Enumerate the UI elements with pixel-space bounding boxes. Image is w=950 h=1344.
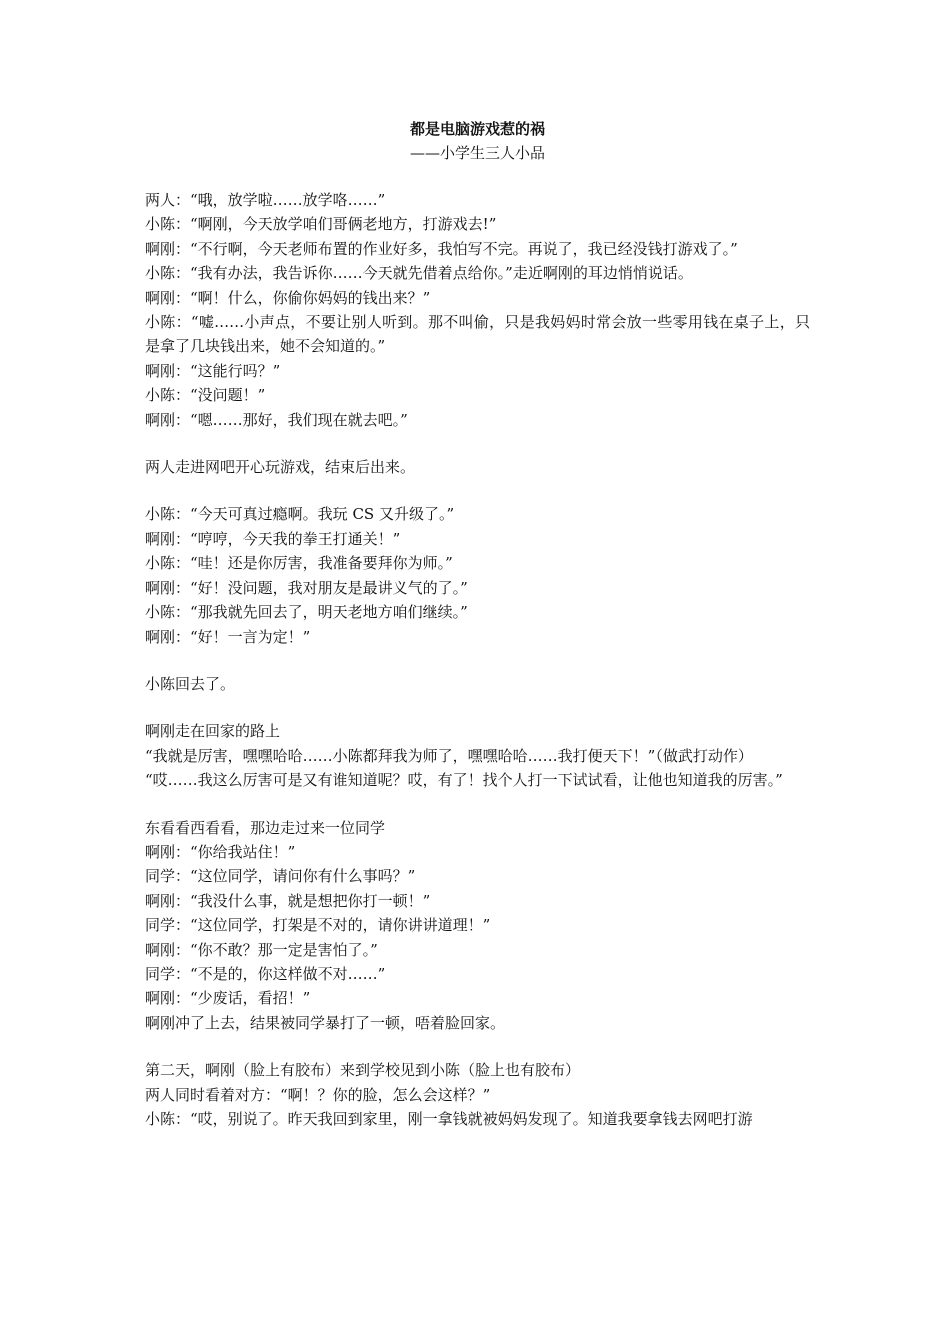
paragraph-gap (145, 696, 810, 719)
dialogue-line: “哎……我这么厉害可是又有谁知道呢？哎，有了！找个人打一下试试看，让他也知道我的厉害。” (145, 771, 783, 790)
dialogue-line: 两人同时看着对方：“啊！？你的脸，怎么会这样？” (145, 1085, 491, 1104)
document-body (145, 188, 810, 1131)
dialogue-line: 啊刚：“你给我站住！” (145, 842, 296, 861)
dialogue-line: 啊刚：“我没什么事，就是想把你打一顿！” (145, 891, 431, 910)
document-page (145, 117, 810, 1131)
dialogue-line: 同学：“这位同学，打架是不对的，请你讲讲道理！” (145, 916, 491, 935)
paragraph-gap (145, 649, 810, 672)
dialogue-line: 啊刚：“嗯……那好，我们现在就去吧。” (145, 410, 408, 429)
dialogue-line: 两人：“哦，放学啦……放学咯……” (145, 191, 386, 209)
dialogue-line: 小陈：“我有办法，我告诉你……今天就先借着点给你。”走近啊刚的耳边悄悄说话。 (145, 264, 693, 283)
document-subtitle: ——小学生三人小品 (409, 144, 545, 162)
dialogue-line: 小陈：“哎，别说了。昨天我回到家里，刚一拿钱就被妈妈发现了。知道我要拿钱去网吧打游 (145, 1110, 753, 1128)
dialogue-line: 小陈回去了。 (145, 674, 236, 693)
dialogue-line: 小陈：“没问题！” (145, 386, 266, 405)
dialogue-line: 小陈：“啊刚，今天放学咱们哥俩老地方，打游戏去!” (145, 215, 497, 234)
dialogue-line: 啊刚：“少废话，看招！” (145, 989, 311, 1008)
dialogue-line: 第二天，啊刚（脸上有胶布）来到学校见到小陈（脸上也有胶布） (145, 1061, 581, 1080)
dialogue-line: 啊刚：“你不敢？那一定是害怕了。” (145, 940, 378, 959)
dialogue-line: 啊刚：“好！一言为定！” (145, 627, 311, 646)
dialogue-line: “我就是厉害，嘿嘿哈哈……小陈都拜我为师了，嘿嘿哈哈……我打便天下！”（做武打动作） (145, 746, 753, 765)
dialogue-line: 啊刚：“好！没问题，我对朋友是最讲义气的了。” (145, 578, 468, 597)
dialogue-line: 啊刚：“这能行吗？” (145, 361, 281, 380)
dialogue-line: 小陈：“那我就先回去了，明天老地方咱们继续。” (145, 603, 468, 622)
dialogue-line: 东看看西看看，那边走过来一位同学 (145, 818, 386, 837)
dialogue-line: 啊刚走在回家的路上 (145, 722, 281, 741)
dialogue-line: 小陈：“哇！还是你厉害，我准备要拜你为师。” (145, 554, 453, 573)
paragraph-gap (145, 432, 810, 455)
dialogue-line: 小陈：“今天可真过瘾啊。我玩 CS 又升级了。” (145, 505, 455, 524)
paragraph-gap (145, 479, 810, 502)
dialogue-line: 啊刚：“不行啊，今天老师布置的作业好多，我怕写不完。再说了，我已经没钱打游戏了。” (145, 239, 738, 258)
dialogue-line: 同学：“不是的，你这样做不对……” (145, 964, 386, 983)
dialogue-line: 同学：“这位同学，请问你有什么事吗？” (145, 867, 416, 886)
dialogue-line: 啊刚：“啊！什么，你偷你妈妈的钱出来？” (145, 288, 431, 307)
paragraph-gap (145, 793, 810, 816)
document-title: 都是电脑游戏惹的祸 (409, 120, 545, 138)
dialogue-line: 两人走进网吧开心玩游戏，结束后出来。 (145, 458, 416, 477)
dialogue-line: 啊刚冲了上去，结果被同学暴打了一顿，唔着脸回家。 (145, 1013, 506, 1032)
dialogue-line: 小陈：“嘘……小声点，不要让别人听到。那不叫偷，只是我妈妈时常会放一些零用钱在桌子上，只是拿了几块钱出来，她不会知道的。” (145, 313, 810, 356)
dialogue-line: 啊刚：“哼哼，今天我的拳王打通关！” (145, 529, 401, 548)
paragraph-gap (145, 1035, 810, 1058)
